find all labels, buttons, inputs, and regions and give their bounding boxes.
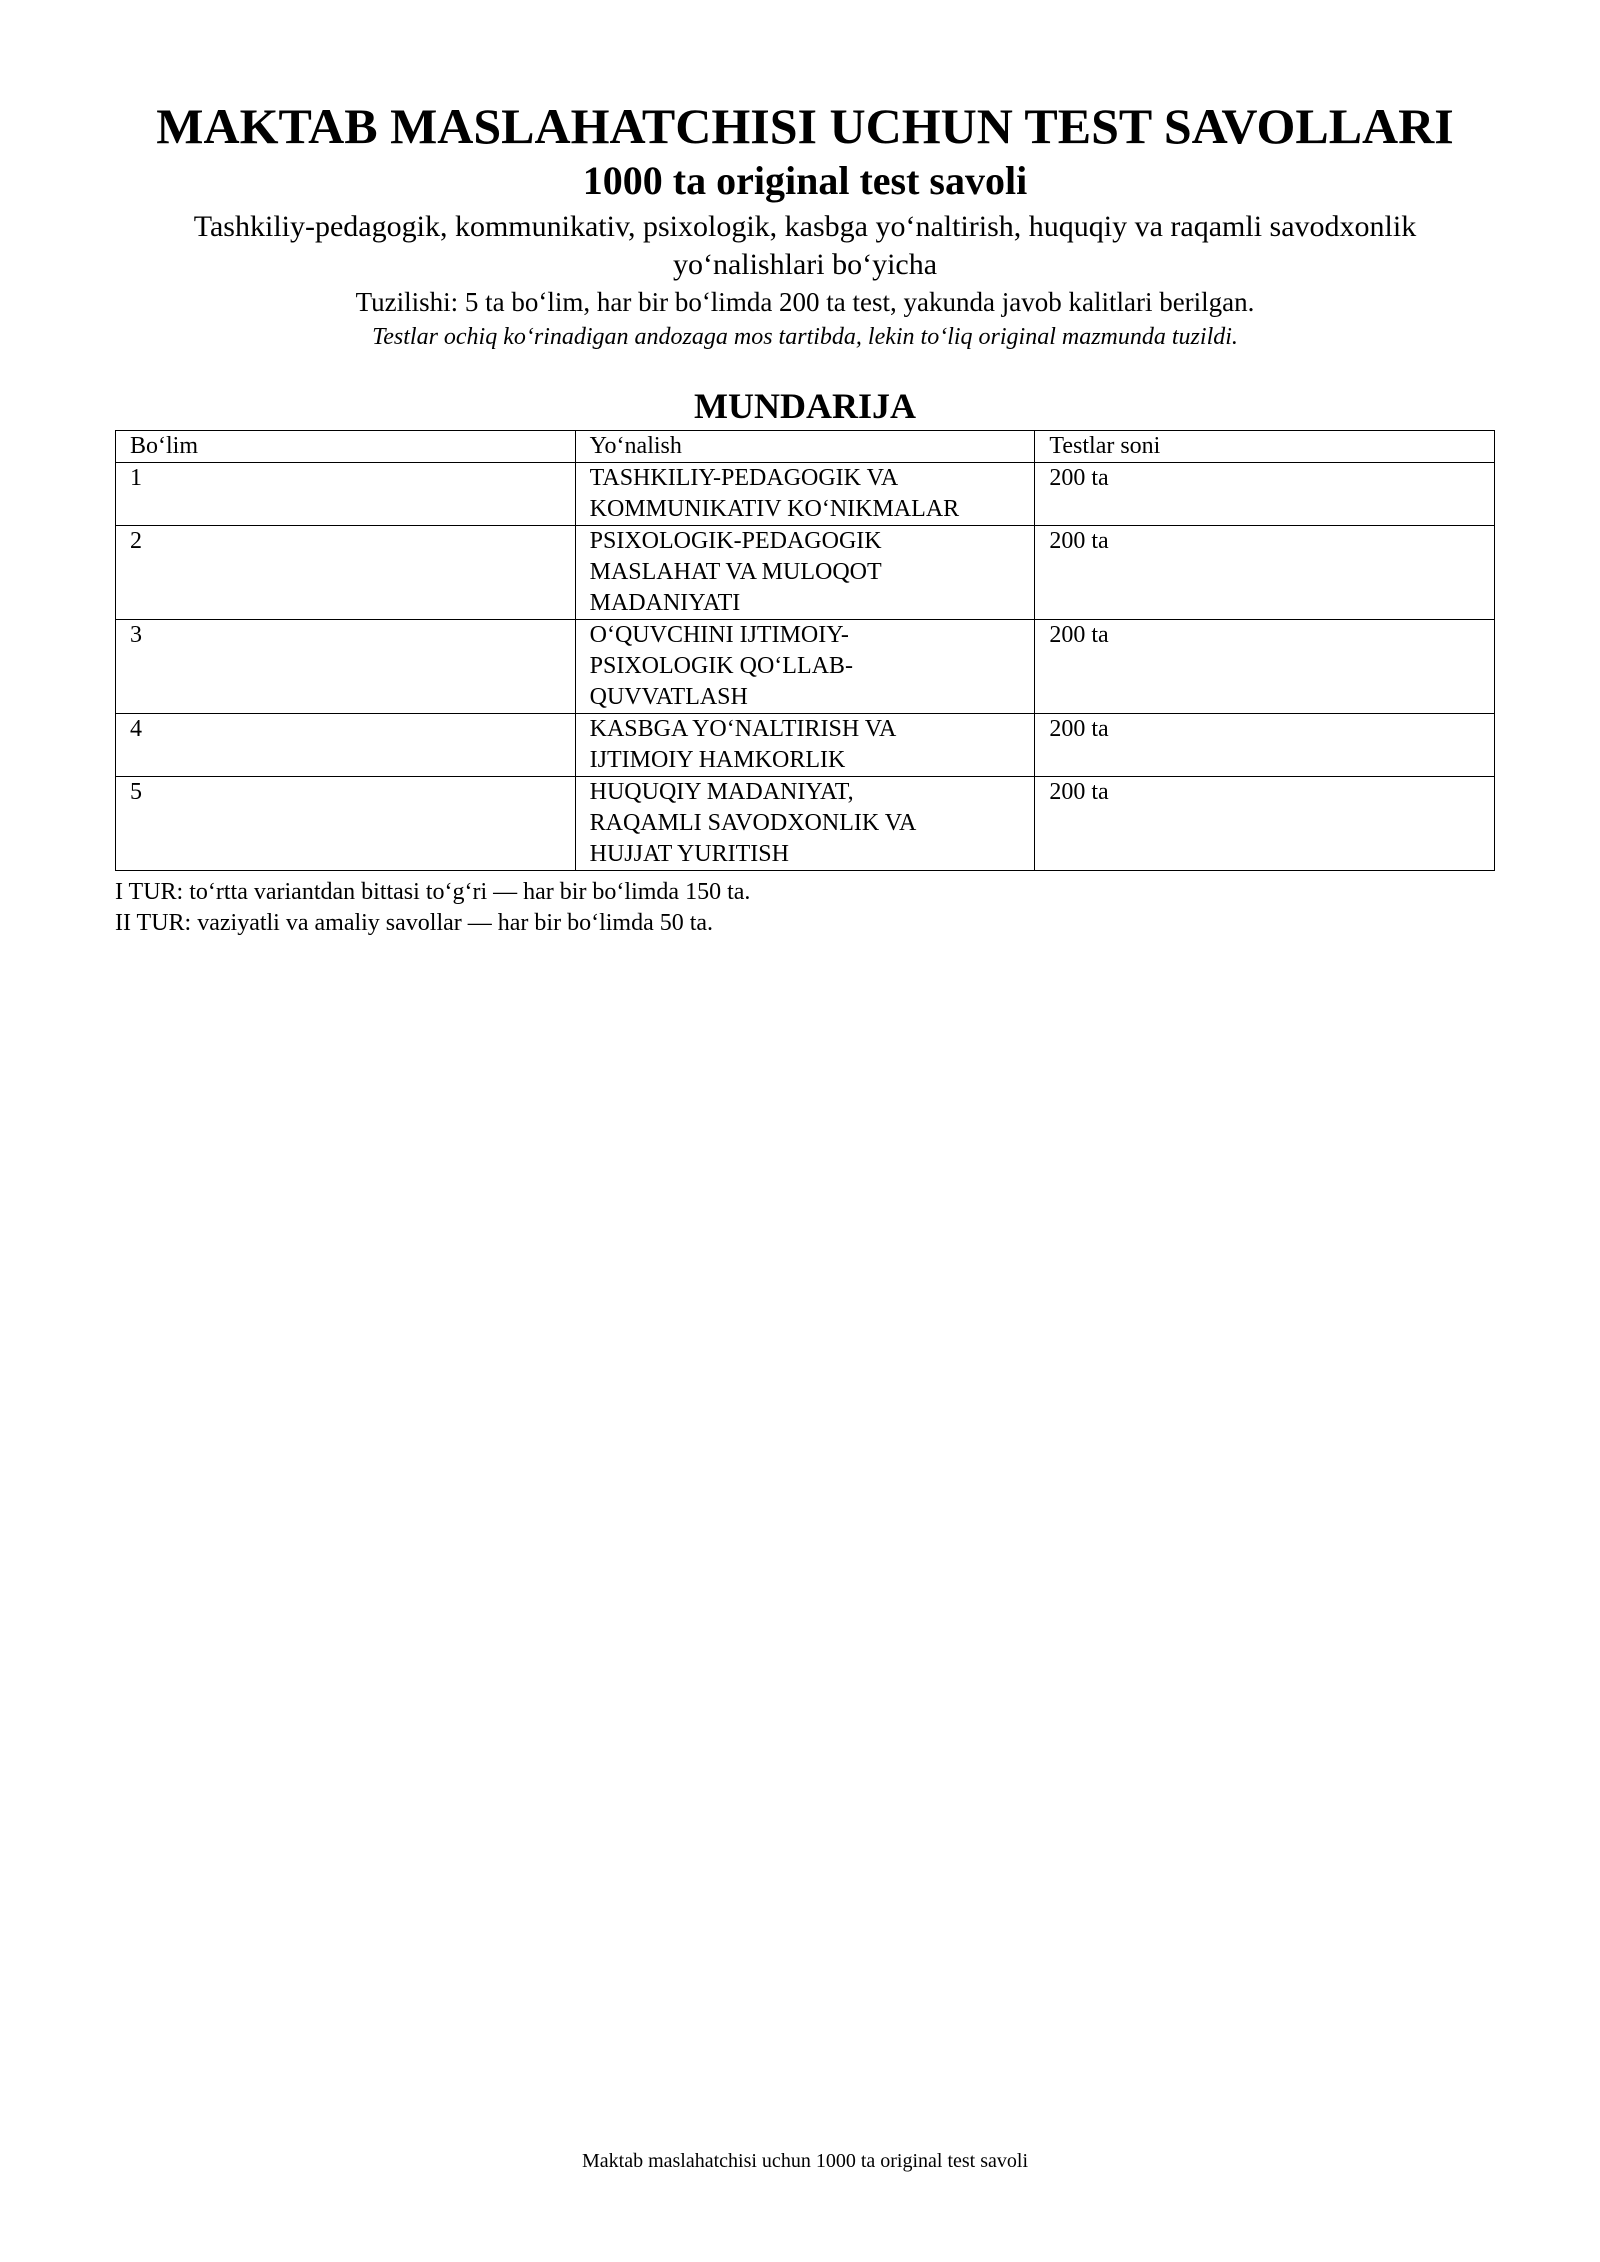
- description-line: Tashkiliy-pedagogik, kommunikativ, psixologik, kasbga yo‘naltirish, huquqiy va raqamli savodxonlik: [193, 210, 1417, 243]
- section-number: 1: [116, 463, 576, 526]
- column-header-section: Bo‘lim: [116, 431, 576, 463]
- toc-row: [116, 526, 1495, 620]
- italic-note: Testlar ochiq ko‘rinadigan andozaga mos tartibda, lekin to‘liq original mazmunda tuzildi.: [372, 324, 1238, 350]
- toc-row: [116, 463, 1495, 526]
- structure-line: Tuzilishi: 5 ta bo‘lim, har bir bo‘limda 200 ta test, yakunda javob kalitlari berilgan.: [355, 287, 1255, 317]
- toc-row: [116, 620, 1495, 714]
- section-number: 2: [116, 526, 576, 620]
- section-test-count: 200 ta: [1035, 463, 1495, 526]
- section-number: 3: [116, 620, 576, 714]
- section-number: 4: [116, 714, 576, 777]
- tur-notes: [115, 877, 1495, 939]
- direction-line: RAQAMLI SAVODXONLIK VA: [589, 810, 917, 836]
- toc-body: [116, 463, 1495, 871]
- section-direction: [575, 526, 1035, 620]
- section-test-count: 200 ta: [1035, 714, 1495, 777]
- direction-line: IJTIMOIY HAMKORLIK: [589, 747, 846, 773]
- section-direction: [575, 463, 1035, 526]
- document-title: MAKTAB MASLAHATCHISI UCHUN TEST SAVOLLARI: [156, 98, 1454, 154]
- direction-line: MADANIYATI: [589, 590, 741, 616]
- section-test-count: 200 ta: [1035, 777, 1495, 871]
- page-footer: Maktab maslahatchisi uchun 1000 ta original test savoli: [581, 2150, 1028, 2172]
- direction-line: PSIXOLOGIK-PEDAGOGIK: [589, 528, 882, 554]
- toc-row: [116, 777, 1495, 871]
- direction-line: TASHKILIY-PEDAGOGIK VA: [589, 465, 899, 491]
- toc-heading: MUNDARIJA: [694, 386, 916, 426]
- section-test-count: 200 ta: [1035, 526, 1495, 620]
- section-direction: [575, 620, 1035, 714]
- toc-row: [116, 714, 1495, 777]
- direction-line: PSIXOLOGIK QO‘LLAB-: [589, 653, 853, 679]
- toc-table: [115, 430, 1495, 871]
- column-header-direction: Yo‘nalish: [575, 431, 1035, 463]
- direction-line: O‘QUVCHINI IJTIMOIY-: [589, 622, 849, 648]
- direction-line: HUQUQIY MADANIYAT,: [589, 779, 854, 805]
- document-description: [115, 208, 1495, 284]
- section-number: 5: [116, 777, 576, 871]
- tur-1-note: I TUR: to‘rtta variantdan bittasi to‘g‘ri — har bir bo‘limda 150 ta.: [115, 879, 751, 905]
- direction-line: MASLAHAT VA MULOQOT: [589, 559, 882, 585]
- column-header-test-count: Testlar soni: [1035, 431, 1495, 463]
- direction-line: KASBGA YO‘NALTIRISH VA: [589, 716, 897, 742]
- section-test-count: 200 ta: [1035, 620, 1495, 714]
- section-direction: [575, 714, 1035, 777]
- section-direction: [575, 777, 1035, 871]
- direction-line: KOMMUNIKATIV KO‘NIKMALAR: [589, 496, 960, 522]
- toc-header-row: [116, 431, 1495, 463]
- tur-2-note: II TUR: vaziyatli va amaliy savollar — har bir bo‘limda 50 ta.: [115, 910, 714, 936]
- direction-line: HUJJAT YURITISH: [589, 841, 789, 867]
- direction-line: QUVVATLASH: [589, 684, 748, 710]
- document-subtitle: 1000 ta original test savoli: [582, 158, 1028, 203]
- description-line: yo‘nalishlari bo‘yicha: [672, 248, 938, 281]
